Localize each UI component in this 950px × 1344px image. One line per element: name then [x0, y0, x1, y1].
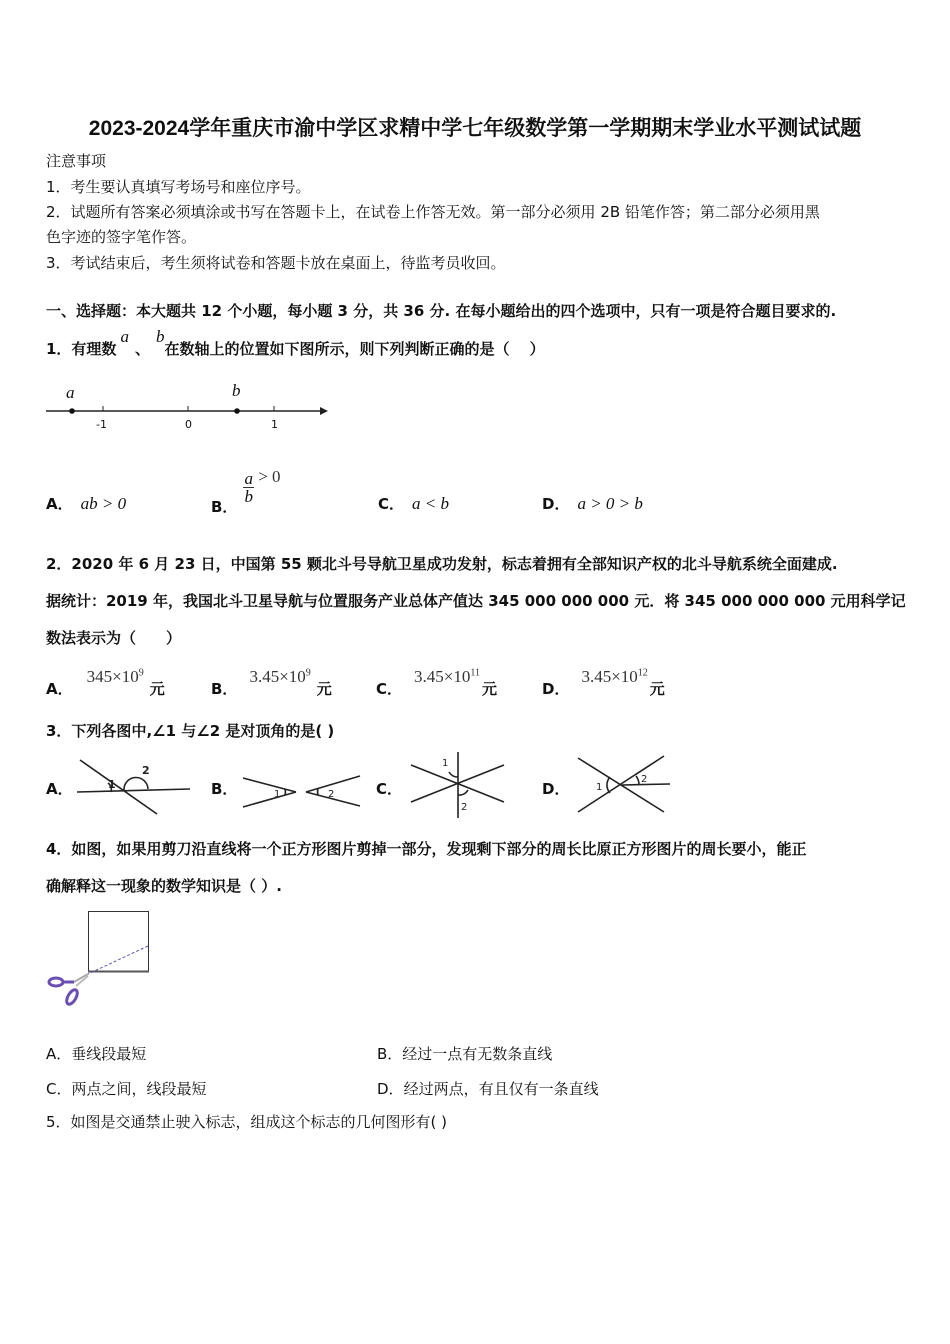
axis-tick: -1 [96, 418, 107, 431]
q5-stem: 5．如图是交通禁止驶入标志，组成这个标志的几何图形有( ) [46, 1113, 448, 1131]
q1-stem-text: 1．有理数 [46, 340, 117, 358]
option-expr: $3.45\times 10^9$ [249, 666, 311, 686]
q3-stem: 3．下列各图中,∠1 与∠2 是对顶角的是( ) [46, 722, 335, 740]
q3-option-b-label[interactable]: B． [211, 780, 238, 798]
svg-text:2: 2 [142, 764, 150, 777]
q4-stem: 4．如图，如果用剪刀沿直线将一个正方形图片剪掉一部分，发现剩下部分的周长比原正方形图片的周长要小，能正 [46, 840, 807, 858]
q2-stem: 2．2020 年 6 月 23 日，中国第 55 颗北斗号导航卫星成功发射，标志着拥有全部知识产权的北斗导航系统全面建成. [46, 555, 838, 573]
svg-text:2: 2 [461, 802, 468, 813]
notice-item: 色字迹的签字笔作答。 [46, 228, 197, 246]
q1-option-d[interactable] [542, 495, 643, 513]
q1-option-c[interactable] [378, 495, 449, 513]
notice-item: 3．考试结束后，考生须将试卷和答题卡放在桌面上，待监考员收回。 [46, 254, 506, 272]
option-label: D． [542, 679, 570, 698]
q1-stem-text: 在数轴上的位置如下图所示，则下列判断正确的是（ ） [164, 340, 545, 358]
axis-tick: 0 [185, 418, 192, 431]
q3-figure-c[interactable] [406, 750, 506, 820]
option-label: B． [211, 679, 238, 698]
q4-option-c[interactable]: C．两点之间，线段最短 [46, 1080, 207, 1098]
option-expr: a < b [412, 494, 449, 513]
option-label: A． [46, 679, 73, 698]
page-title: 2023-2024学年重庆市渝中学区求精中学七年级数学第一学期期末学业水平测试试题 [88, 117, 862, 140]
unit: 元 [316, 679, 332, 698]
fraction-numerator: a [244, 469, 253, 488]
q4-option-d[interactable]: D．经过两点，有且仅有一条直线 [377, 1080, 599, 1098]
q1-stem [46, 327, 545, 358]
q3-figure-d[interactable] [572, 752, 672, 817]
q3-option-d-label[interactable]: D． [542, 780, 570, 798]
q2-option-b[interactable] [211, 664, 332, 698]
q2-option-d[interactable] [542, 664, 665, 698]
var-a: a [120, 327, 129, 346]
notice-heading: 注意事项 [46, 152, 107, 170]
option-label: A． [46, 495, 73, 513]
option-label: B． [211, 498, 238, 516]
option-expr: $3.45\times 10^{12}$ [581, 666, 648, 686]
q1-option-a[interactable] [46, 495, 126, 513]
separator: 、 [134, 340, 150, 358]
q3-figure-b[interactable] [238, 770, 363, 815]
option-expr: a > 0 > b [577, 494, 643, 513]
unit: 元 [149, 679, 165, 698]
option-expr: $345\times 10^9$ [86, 666, 144, 686]
unit: 元 [482, 679, 498, 698]
q3-option-a-label[interactable]: A． [46, 780, 73, 798]
q4-figure-square [44, 906, 164, 1011]
option-label: D． [542, 495, 570, 513]
scissors-icon [49, 974, 88, 1006]
q3-figure-a[interactable] [72, 752, 192, 817]
q3-option-c-label[interactable]: C． [376, 780, 403, 798]
var-b: b [155, 327, 165, 346]
q2-option-c[interactable] [376, 664, 498, 698]
notice-item: 1．考生要认真填写考场号和座位序号。 [46, 178, 311, 196]
section-heading: 一、选择题：本大题共 12 个小题，每小题 3 分，共 36 分. 在每小题给出的四个选项中，只有一项是符合题目要求的. [46, 302, 837, 320]
q4-stem: 确解释这一现象的数学知识是（ ）. [46, 877, 282, 895]
q1-option-b[interactable] [211, 467, 281, 516]
q4-option-b[interactable]: B．经过一点有无数条直线 [377, 1045, 553, 1063]
svg-text:1: 1 [108, 778, 116, 791]
svg-text:1: 1 [596, 782, 603, 793]
axis-label-b: b [232, 381, 241, 400]
svg-text:2: 2 [328, 789, 335, 800]
axis-tick: 1 [271, 418, 278, 431]
fraction-denominator: b [244, 487, 253, 506]
option-label: C． [376, 679, 403, 698]
q4-option-a[interactable]: A．垂线段最短 [46, 1045, 147, 1063]
unit: 元 [649, 679, 665, 698]
option-expr: ab > 0 [80, 494, 127, 513]
axis-label-a: a [66, 383, 75, 402]
q2-stem: 据统计：2019 年，我国北斗卫星导航与位置服务产业总体产值达 345 000 000 000 元．将 345 000 000 000 元用科学记 [46, 592, 906, 610]
notice-item: 2．试题所有答案必须填涂或书写在答题卡上，在试卷上作答无效。第一部分必须用 2B 铅笔作答；第二部分必须用黑 [46, 203, 820, 221]
option-label: C． [378, 495, 405, 513]
svg-text:1: 1 [274, 789, 281, 800]
q2-option-a[interactable] [46, 664, 165, 698]
option-expr: > 0 [253, 467, 281, 486]
svg-text:2: 2 [641, 774, 648, 785]
option-expr: $3.45\times 10^{11}$ [414, 666, 480, 686]
q2-stem: 数法表示为（ ） [46, 629, 182, 647]
svg-text:1: 1 [442, 758, 449, 769]
